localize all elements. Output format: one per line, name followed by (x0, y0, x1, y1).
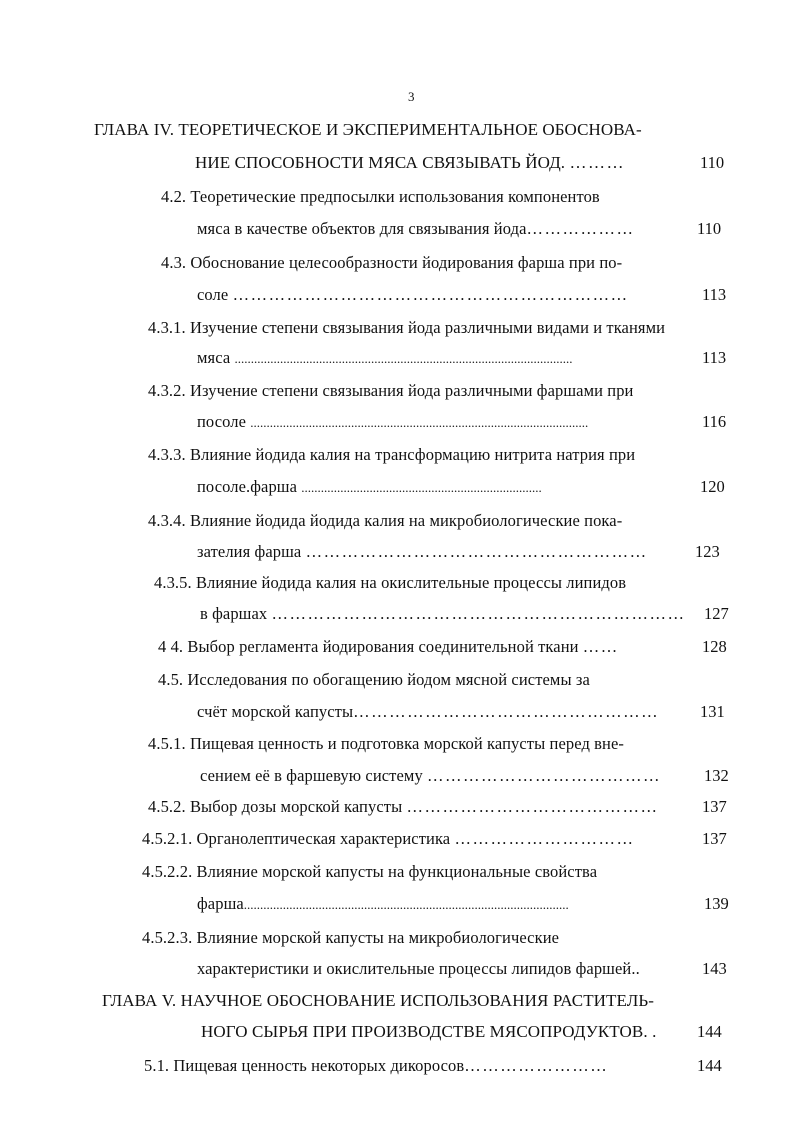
toc-entry-line: 4.5.2. Выбор дозы морской капусты …………………………………… (148, 797, 659, 816)
toc-entry-line: 4.5.2.1. Органолептическая характеристика ………………………… (142, 829, 635, 848)
toc-entry-line: мяса в качестве объектов для связывания йода……………… (197, 219, 635, 238)
toc-entry-line: в фаршах …………………………………………………………… (200, 604, 686, 623)
toc-entry-line: фарша.................................................................................................... (197, 894, 569, 913)
toc-entry-line: соле ………………………………………………………… (197, 285, 629, 304)
toc-page-number: 137 (702, 797, 727, 816)
toc-entry-line: 4.5.2.3. Влияние морской капусты на микробиологические (142, 928, 560, 947)
toc-chapter-line: НОГО СЫРЬЯ ПРИ ПРОИЗВОДСТВЕ МЯСОПРОДУКТОВ. . (201, 1022, 657, 1041)
toc-entry-line: характеристики и окислительные процессы липидов фаршей.. (197, 959, 640, 978)
toc-page-number: 144 (697, 1022, 722, 1041)
toc-entry-line: 4.2. Теоретические предпосылки использования компонентов (161, 187, 600, 206)
toc-page-number: 128 (702, 637, 727, 656)
toc-page-number: 110 (697, 219, 722, 238)
toc-page-number: 144 (697, 1056, 722, 1075)
toc-entry-line: сением её в фаршевую систему ………………………………… (200, 766, 662, 785)
toc-page-number: 113 (702, 348, 727, 367)
toc-entry-line: счёт морской капусты…………………………………………… (197, 702, 660, 721)
toc-entry-line: 4.5.1. Пищевая ценность и подготовка морской капусты перед вне- (148, 734, 625, 753)
page-number: 3 (408, 89, 415, 104)
toc-entry-line: посоле ........................................................................................................ (197, 412, 589, 431)
toc-entry-line: 5.1. Пищевая ценность некоторых дикоросов…………………… (144, 1056, 609, 1075)
toc-entry-line: зателия фарша ………………………………………………… (197, 542, 648, 561)
toc-entry-line: 4.3.3. Влияние йодида калия на трансформацию нитрита натрия при (148, 445, 636, 464)
toc-page-number: 143 (702, 959, 727, 978)
toc-page-number: 123 (695, 542, 720, 561)
toc-entry-line: 4.3. Обоснование целесообразности йодирования фарша при по- (161, 253, 623, 272)
toc-page-number: 120 (700, 477, 725, 496)
toc-page-number: 137 (702, 829, 727, 848)
toc-chapter-line: ГЛАВА V. НАУЧНОЕ ОБОСНОВАНИЕ ИСПОЛЬЗОВАНИЯ РАСТИТЕЛЬ- (102, 991, 655, 1010)
toc-page-number: 116 (702, 412, 727, 431)
toc-page-number: 139 (704, 894, 729, 913)
toc-entry-line: 4.3.2. Изучение степени связывания йода различными фаршами при (148, 381, 634, 400)
toc-chapter-line: НИЕ СПОСОБНОСТИ МЯСА СВЯЗЫВАТЬ ЙОД. ……… (195, 153, 626, 172)
toc-page-number: 131 (700, 702, 725, 721)
toc-entry-line: посоле.фарша .......................................................................... (197, 477, 542, 496)
toc-chapter-line: ГЛАВА IV. ТЕОРЕТИЧЕСКОЕ И ЭКСПЕРИМЕНТАЛЬНОЕ ОБОСНОВА- (94, 120, 642, 139)
toc-page-number: 127 (704, 604, 729, 623)
toc-entry-line: 4.3.1. Изучение степени связывания йода различными видами и тканями (148, 318, 666, 337)
toc-page-number: 110 (700, 153, 725, 172)
toc-entry-line: мяса ........................................................................................................ (197, 348, 573, 367)
toc-entry-line: 4 4. Выбор регламента йодирования соединительной ткани …… (158, 637, 619, 656)
toc-page-number: 113 (702, 285, 727, 304)
toc-entry-line: 4.3.5. Влияние йодида калия на окислительные процессы липидов (154, 573, 627, 592)
toc-page-number: 132 (704, 766, 729, 785)
toc-entry-line: 4.5.2.2. Влияние морской капусты на функциональные свойства (142, 862, 598, 881)
toc-entry-line: 4.5. Исследования по обогащению йодом мясной системы за (158, 670, 590, 689)
toc-entry-line: 4.3.4. Влияние йодида йодида калия на микробиологические пока- (148, 511, 623, 530)
